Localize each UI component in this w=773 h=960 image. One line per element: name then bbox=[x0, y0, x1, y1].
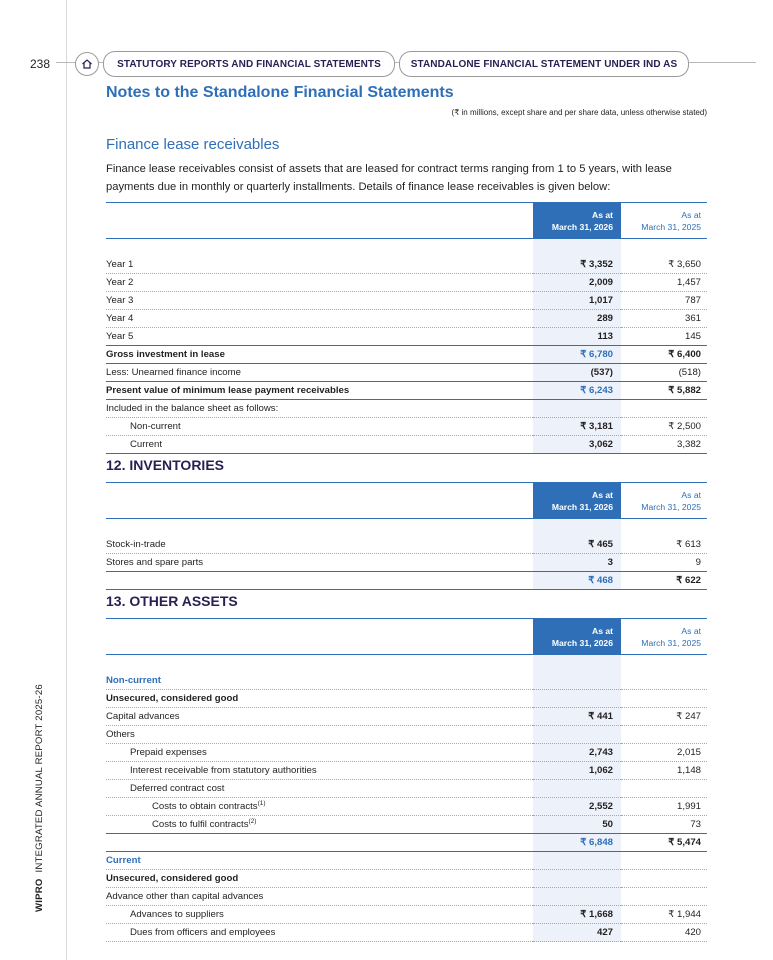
tab-standalone-financial[interactable]: STANDALONE FINANCIAL STATEMENT UNDER IND AS bbox=[399, 51, 689, 77]
finance-lease-title: Finance lease receivables bbox=[106, 136, 280, 153]
table-row-total: ₹ 468 ₹ 622 bbox=[106, 572, 707, 590]
table-row-total: ₹ 6,848 ₹ 5,474 bbox=[106, 834, 707, 852]
page-title: Notes to the Standalone Financial Statements bbox=[106, 84, 454, 101]
finance-lease-table bbox=[106, 202, 707, 454]
margin-line bbox=[66, 0, 67, 960]
brand-logo-text: WIPRO bbox=[34, 878, 45, 912]
home-button[interactable] bbox=[75, 52, 99, 76]
header-label-cell bbox=[106, 483, 533, 519]
header-current-year bbox=[533, 483, 621, 519]
table-row-section: Current bbox=[106, 852, 707, 870]
home-icon bbox=[81, 58, 93, 70]
table-row: Included in the balance sheet as follows: bbox=[106, 400, 707, 418]
table-row: Advance other than capital advances bbox=[106, 888, 707, 906]
table-row-total: Gross investment in lease ₹ 6,780 ₹ 6,400 bbox=[106, 346, 707, 364]
table-row: Costs to fulfil contracts$^{(2)}$ 50 73 bbox=[106, 816, 707, 834]
header-previous-year bbox=[621, 619, 707, 655]
header-current-line1: As at bbox=[591, 489, 613, 500]
header-current-line2: March 31, 2026 bbox=[551, 221, 613, 232]
finance-lease-description: Finance lease receivables consist of assets that are leased for contract terms ranging from 1 to 5 years, with lease payments due in monthly or quarterly installments. Details of finance lease receivables is given below: bbox=[106, 163, 672, 193]
header-previous-year bbox=[621, 483, 707, 519]
header-previous-line2: March 31, 2025 bbox=[641, 637, 701, 648]
table-row: Current 3,062 3,382 bbox=[106, 436, 707, 454]
header-previous-line1: As at bbox=[681, 625, 701, 636]
table-row: Stock-in-trade ₹ 465 ₹ 613 bbox=[106, 536, 707, 554]
table-row-section: Non-current bbox=[106, 672, 707, 690]
header-current-year bbox=[533, 619, 621, 655]
sidebar-report-label bbox=[34, 684, 45, 912]
table-row: Prepaid expenses 2,743 2,015 bbox=[106, 744, 707, 762]
header-previous-line2: March 31, 2025 bbox=[641, 501, 701, 512]
page-number: 238 bbox=[30, 57, 51, 71]
table-row: Unsecured, considered good bbox=[106, 690, 707, 708]
report-title: INTEGRATED ANNUAL REPORT 2025-26 bbox=[34, 684, 45, 873]
footnote-marker: (1) bbox=[257, 800, 266, 807]
row-label: Costs to obtain contracts bbox=[152, 801, 258, 812]
table-row: Costs to obtain contracts$^{(1)}$ 2,552 1,991 bbox=[106, 798, 707, 816]
header-previous-line1: As at bbox=[681, 489, 701, 500]
header-current-line2: March 31, 2026 bbox=[551, 637, 613, 648]
table-row: Non-current ₹ 3,181 ₹ 2,500 bbox=[106, 418, 707, 436]
table-row: Year 5 113 145 bbox=[106, 328, 707, 346]
table-row: Interest receivable from statutory authorities 1,062 1,148 bbox=[106, 762, 707, 780]
table-row: Others bbox=[106, 726, 707, 744]
table-row: Capital advances ₹ 441 ₹ 247 bbox=[106, 708, 707, 726]
header-previous-line2: March 31, 2025 bbox=[641, 221, 701, 232]
table-row: Unsecured, considered good bbox=[106, 870, 707, 888]
table-row: Stores and spare parts 3 9 bbox=[106, 554, 707, 572]
header-label-cell bbox=[106, 203, 533, 239]
header-current-line1: As at bbox=[591, 209, 613, 220]
table-row: Year 4 289 361 bbox=[106, 310, 707, 328]
header-previous-year bbox=[621, 203, 707, 239]
inventories-table bbox=[106, 482, 707, 590]
table-row-total: Present value of minimum lease payment receivables ₹ 6,243 ₹ 5,882 bbox=[106, 382, 707, 400]
table-row: Year 3 1,017 787 bbox=[106, 292, 707, 310]
header-previous-line1: As at bbox=[681, 209, 701, 220]
table-row: Dues from officers and employees 427 420 bbox=[106, 924, 707, 942]
table-row: Less: Unearned finance income (537) (518) bbox=[106, 364, 707, 382]
table-row: Year 2 2,009 1,457 bbox=[106, 274, 707, 292]
other-assets-title: 13. OTHER ASSETS bbox=[106, 593, 238, 609]
header-current-line2: March 31, 2026 bbox=[551, 501, 613, 512]
table-row: Deferred contract cost bbox=[106, 780, 707, 798]
units-note: (₹ in millions, except share and per share data, unless otherwise stated) bbox=[451, 108, 707, 117]
header-current-year bbox=[533, 203, 621, 239]
header-label-cell bbox=[106, 619, 533, 655]
table-row: Advances to suppliers ₹ 1,668 ₹ 1,944 bbox=[106, 906, 707, 924]
inventories-title: 12. INVENTORIES bbox=[106, 457, 225, 473]
header-current-line1: As at bbox=[591, 625, 613, 636]
row-label: Costs to fulfil contracts bbox=[152, 819, 249, 830]
footnote-marker: (2) bbox=[248, 818, 257, 825]
tab-statutory-reports[interactable]: STATUTORY REPORTS AND FINANCIAL STATEMENTS bbox=[103, 51, 395, 77]
table-row: Year 1 ₹ 3,352 ₹ 3,650 bbox=[106, 256, 707, 274]
other-assets-table bbox=[106, 618, 707, 942]
